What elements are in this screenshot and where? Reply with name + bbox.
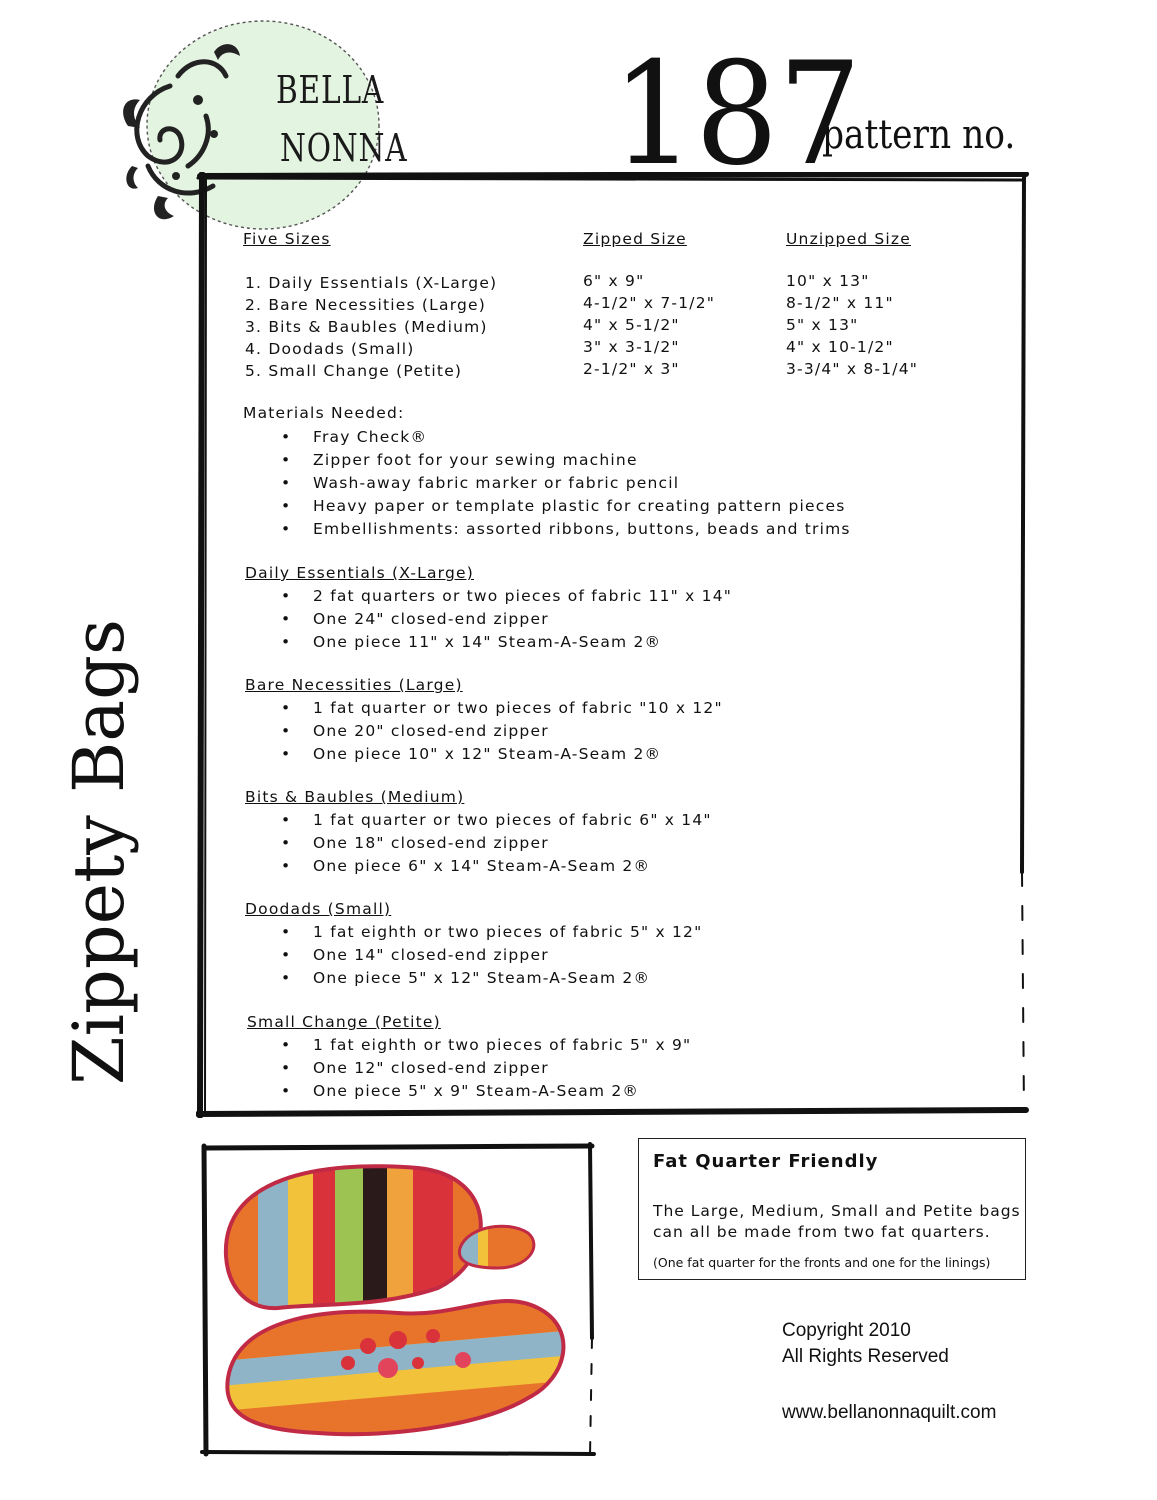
bullet-icon: •	[281, 474, 291, 492]
bullet-icon: •	[281, 610, 291, 628]
fat-quarter-line: The Large, Medium, Small and Petite bags	[653, 1202, 1021, 1220]
materials-title: Materials Needed:	[243, 404, 405, 422]
size-row-zipped: 4" x 5-1/2"	[583, 316, 680, 334]
bullet-icon: •	[281, 1059, 291, 1077]
materials-item: Heavy paper or template plastic for creating pattern pieces	[313, 497, 846, 515]
size-row-name: 2. Bare Necessities (Large)	[245, 296, 487, 314]
size-row-unzipped: 10" x 13"	[786, 272, 870, 290]
section-item: 1 fat quarter or two pieces of fabric 6" x 14"	[313, 811, 712, 829]
size-row-zipped: 2-1/2" x 3"	[583, 360, 680, 378]
sizes-header-zipped: Zipped Size	[583, 230, 687, 248]
bullet-icon: •	[281, 497, 291, 515]
size-row-unzipped: 8-1/2" x 11"	[786, 294, 894, 312]
section-item: 1 fat quarter or two pieces of fabric "10 x 12"	[313, 699, 723, 717]
bullet-icon: •	[281, 587, 291, 605]
section-item: One piece 5" x 12" Steam-A-Seam 2®	[313, 969, 651, 987]
side-title-text: Zippety Bags	[58, 619, 140, 1085]
fat-quarter-title: Fat Quarter Friendly	[653, 1151, 879, 1172]
section-title: Daily Essentials (X-Large)	[245, 564, 474, 582]
product-photo	[198, 1138, 598, 1460]
section-item: One 20" closed-end zipper	[313, 722, 549, 740]
size-row-unzipped: 5" x 13"	[786, 316, 859, 334]
size-row-name: 5. Small Change (Petite)	[245, 362, 463, 380]
bullet-icon: •	[281, 834, 291, 852]
website-link[interactable]: www.bellanonnaquilt.com	[782, 1402, 997, 1423]
size-row-zipped: 3" x 3-1/2"	[583, 338, 680, 356]
bullet-icon: •	[281, 699, 291, 717]
sizes-header-unzipped: Unzipped Size	[786, 230, 912, 248]
section-item: One 18" closed-end zipper	[313, 834, 549, 852]
bullet-icon: •	[281, 520, 291, 538]
materials-item: Zipper foot for your sewing machine	[313, 451, 638, 469]
section-item: One piece 5" x 9" Steam-A-Seam 2®	[313, 1082, 640, 1100]
sizes-header-five: Five Sizes	[243, 230, 331, 248]
section-title: Bare Necessities (Large)	[245, 676, 463, 694]
section-item: 1 fat eighth or two pieces of fabric 5" x 9"	[313, 1036, 692, 1054]
section-item: 2 fat quarters or two pieces of fabric 11" x 14"	[313, 587, 733, 605]
size-row-unzipped: 4" x 10-1/2"	[786, 338, 894, 356]
bullet-icon: •	[281, 1082, 291, 1100]
copyright-line: Copyright 2010	[782, 1320, 911, 1341]
materials-item: Fray Check®	[313, 428, 428, 446]
rights-line: All Rights Reserved	[782, 1346, 949, 1367]
bullet-icon: •	[281, 722, 291, 740]
size-row-zipped: 4-1/2" x 7-1/2"	[583, 294, 716, 312]
section-title: Small Change (Petite)	[247, 1013, 441, 1031]
pattern-label: pattern no.	[822, 112, 1016, 158]
size-row-zipped: 6" x 9"	[583, 272, 645, 290]
fat-quarter-line: can all be made from two fat quarters.	[653, 1223, 991, 1241]
size-row-name: 1. Daily Essentials (X-Large)	[245, 274, 498, 292]
bullet-icon: •	[281, 633, 291, 651]
logo-text-nonna: NONNA	[280, 126, 408, 170]
materials-item: Embellishments: assorted ribbons, buttons, beads and trims	[313, 520, 851, 538]
bullet-icon: •	[281, 451, 291, 469]
bullet-icon: •	[281, 969, 291, 987]
bullet-icon: •	[281, 946, 291, 964]
section-item: 1 fat eighth or two pieces of fabric 5" x 12"	[313, 923, 703, 941]
pattern-number: 187	[612, 32, 862, 197]
fat-quarter-box	[638, 1138, 1026, 1280]
bullet-icon: •	[281, 1036, 291, 1054]
size-row-name: 3. Bits & Baubles (Medium)	[245, 318, 488, 336]
bags-illustration	[198, 1138, 598, 1460]
section-item: One 24" closed-end zipper	[313, 610, 549, 628]
fat-quarter-note: (One fat quarter for the fronts and one for the linings)	[653, 1255, 991, 1270]
bullet-icon: •	[281, 857, 291, 875]
materials-item: Wash-away fabric marker or fabric pencil	[313, 474, 680, 492]
size-row-name: 4. Doodads (Small)	[245, 340, 415, 358]
section-item: One piece 11" x 14" Steam-A-Seam 2®	[313, 633, 662, 651]
bullet-icon: •	[281, 745, 291, 763]
size-row-unzipped: 3-3/4" x 8-1/4"	[786, 360, 919, 378]
section-item: One 12" closed-end zipper	[313, 1059, 549, 1077]
section-item: One piece 10" x 12" Steam-A-Seam 2®	[313, 745, 662, 763]
section-title: Doodads (Small)	[245, 900, 392, 918]
bullet-icon: •	[281, 428, 291, 446]
section-item: One piece 6" x 14" Steam-A-Seam 2®	[313, 857, 651, 875]
bullet-icon: •	[281, 923, 291, 941]
logo-text-bella: BELLA	[276, 68, 385, 112]
section-title: Bits & Baubles (Medium)	[245, 788, 465, 806]
section-item: One 14" closed-end zipper	[313, 946, 549, 964]
fat-quarter-body	[653, 1201, 1021, 1243]
bullet-icon: •	[281, 811, 291, 829]
